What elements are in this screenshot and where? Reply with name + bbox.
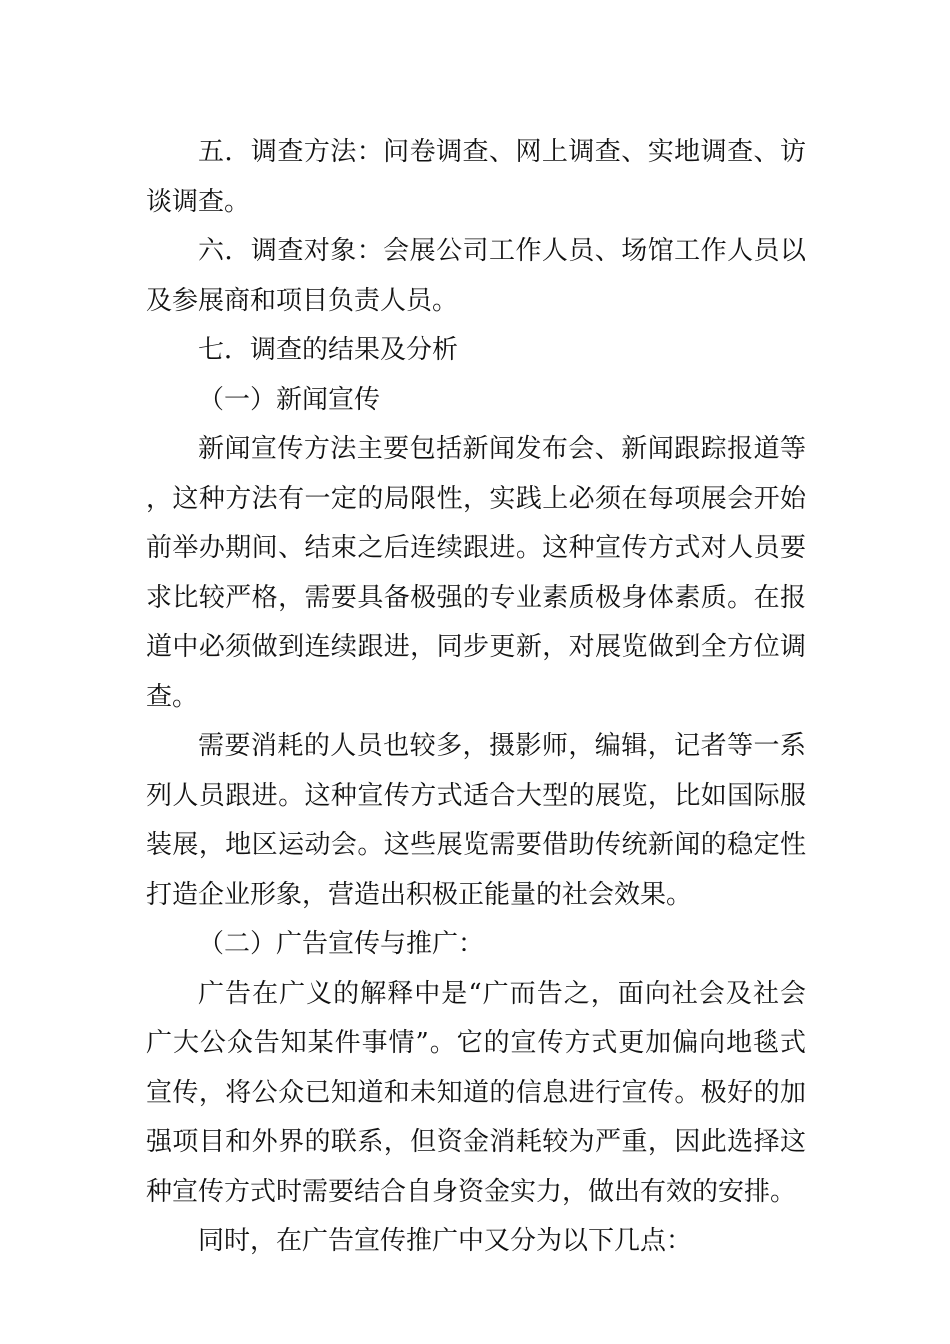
paragraph-news-publicity-staffing: 需要消耗的人员也较多，摄影师，编辑，记者等一系列人员跟进。这种宣传方式适合大型的展览，比如国际服装展，地区运动会。这些展览需要借助传统新闻的稳定性打造企业形象，营造出积极正能量的社会效果。 [146,731,806,910]
subheading-news-publicity: （一）新闻宣传 [198,384,381,415]
document-body [146,128,806,1267]
subheading-advertising: （二）广告宣传与推广： [198,929,485,959]
paragraph-survey-method: 五．调查方法：问卷调查、网上调查、实地调查、访谈调查。 [146,137,806,217]
paragraph-advertising-definition: 广告在广义的解释中是“广而告之，面向社会及社会广大公众告知某件事情”。它的宣传方式更加偏向地毯式宣传，将公众已知道和未知道的信息进行宣传。极好的加强项目和外界的联系，但资金消耗较为严重，因此选择这种宣传方式时需要结合自身资金实力，做出有效的安排。 [146,978,806,1207]
paragraph-advertising-points: 同时，在广告宣传推广中又分为以下几点： [198,1226,693,1256]
heading-results-analysis: 七．调查的结果及分析 [198,335,459,365]
paragraph-survey-subjects: 六．调查对象：会展公司工作人员、场馆工作人员以及参展商和项目负责人员。 [146,236,806,316]
paragraph-news-publicity-methods: 新闻宣传方法主要包括新闻发布会、新闻跟踪报道等，这种方法有一定的局限性，实践上必须在每项展会开始前举办期间、结束之后连续跟进。这种宣传方式对人员要求比较严格，需要具备极强的专业素质极身体素质。在报道中必须做到连续跟进，同步更新，对展览做到全方位调查。 [146,434,806,712]
